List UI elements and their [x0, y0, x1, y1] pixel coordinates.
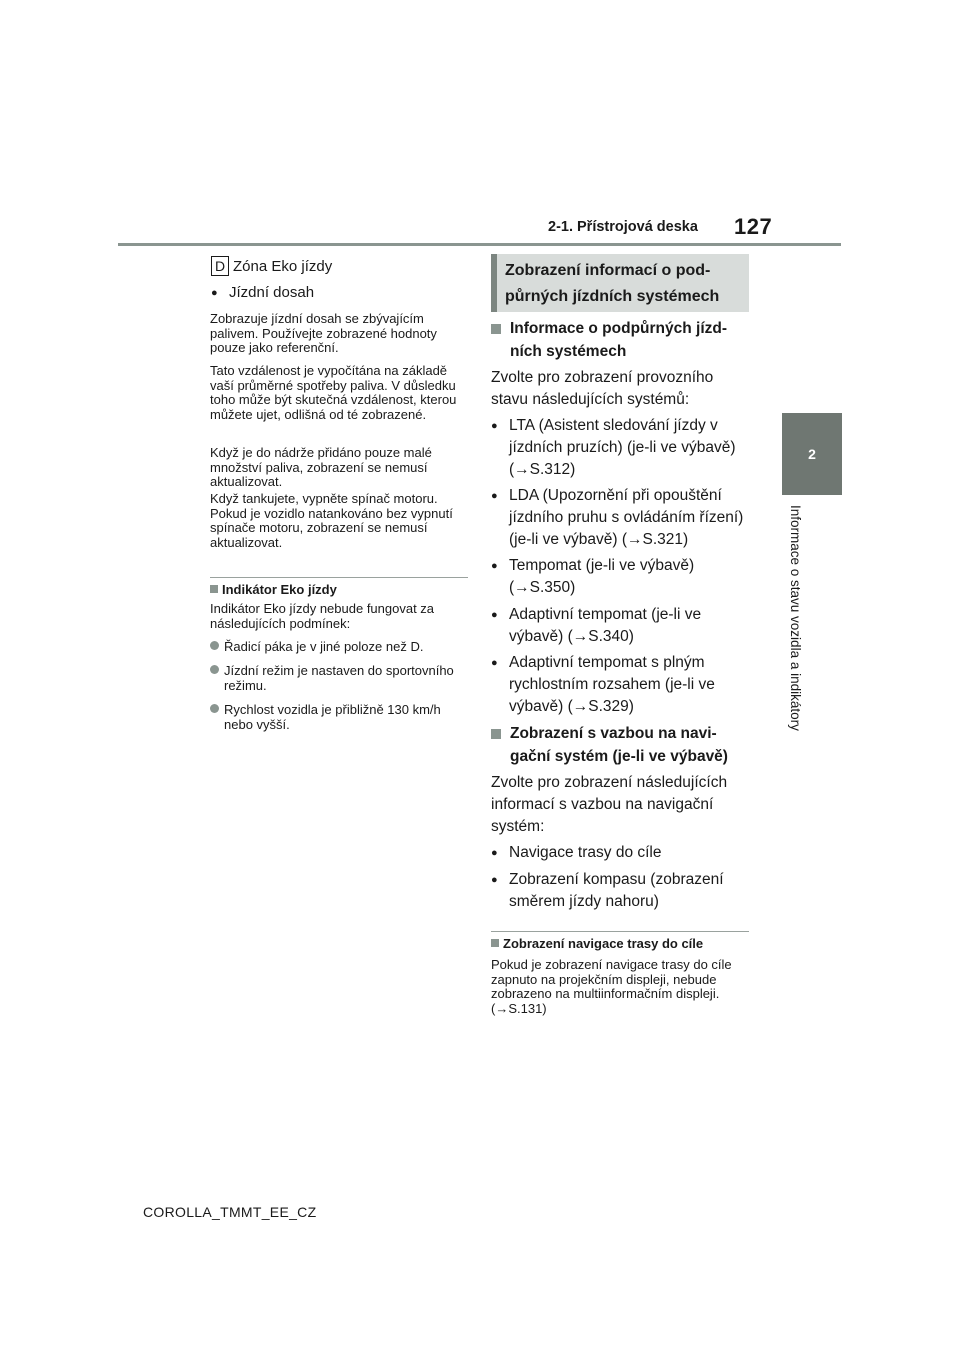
bullet-icon	[210, 704, 219, 713]
sec1-heading: Informace o podpůrných jízd- ních systémech	[491, 318, 756, 363]
bullet-icon	[210, 665, 219, 674]
list-item: ● Adaptivní tempomat s plným rychlostním rozsahem (je-li ve výbavě) (→S.329)	[491, 654, 715, 715]
list-item: ● LTA (Asistent sledování jízdy v jízdních pruzích) (je-li ve výbavě) (→S.312)	[491, 417, 736, 478]
zone-title: Zóna Eko jízdy	[233, 258, 333, 275]
list-item: ● Zobrazení kompasu (zobrazení směrem jízdy nahoru)	[491, 871, 724, 910]
sec1-intro: Zvolte pro zobrazení provozního stavu následujících systémů:	[491, 369, 714, 408]
eco-intro: Indikátor Eko jízdy nebude fungovat za následujících podmínek:	[210, 601, 435, 631]
square-bullet-icon	[491, 729, 501, 739]
chapter-number: 2	[808, 446, 816, 462]
range-p3: Když je do nádrže přidáno pouze malé množství paliva, zobrazení se nemusí aktualizovat.	[210, 445, 432, 489]
range-p2: Tato vzdálenost je vypočítána na základě vaší průměrné spotřeby paliva. V důsledku toho může být skutečná vzdálenost, kterou můžete ujet, odlišná od té zobrazené.	[210, 363, 457, 422]
note-heading: Zobrazení navigace trasy do cíle	[491, 937, 749, 952]
range-heading: ● Jízdní dosah	[211, 284, 315, 301]
list-item: Rychlost vozidla je přibližně 130 km/h nebo vyšší.	[224, 703, 469, 732]
range-title: Jízdní dosah	[229, 284, 315, 301]
list-item: Řadicí páka je v jiné poloze než D.	[224, 640, 469, 655]
note-text: Pokud je zobrazení navigace trasy do cíle zapnuto na projekčním displeji, nebude zobrazeno na multiinformačním displeji. (→S.131)	[491, 957, 732, 1016]
list-item: ● Navigace trasy do cíle	[491, 844, 662, 861]
item-letter-box: D	[211, 256, 229, 276]
doc-code: COROLLA_TMMT_EE_CZ	[143, 1204, 317, 1220]
list-item: ● Adaptivní tempomat (je-li ve výbavě) (→S.340)	[491, 606, 702, 645]
square-bullet-icon	[210, 585, 218, 593]
divider	[491, 931, 749, 932]
list-item: ● Tempomat (je-li ve výbavě) (→S.350)	[491, 557, 695, 596]
section-heading: Zobrazení informací o pod- půrných jízdních systémech	[505, 262, 720, 305]
list-item: ● LDA (Upozornění při opouštění jízdního pruhu s ovládáním řízení) (je-li ve výbavě) (→S.321)	[491, 487, 744, 548]
sec2-heading: Zobrazení s vazbou na navi- gační systém (je-li ve výbavě)	[491, 723, 756, 768]
square-bullet-icon	[491, 324, 501, 334]
chapter-title: Informace o stavu vozidla a indikátory	[788, 505, 803, 731]
range-p1: Zobrazuje jízdní dosah se zbývajícím palivem. Používejte zobrazené hodnoty pouze jako referenční.	[210, 311, 437, 355]
bullet-icon	[210, 641, 219, 650]
header-rule	[118, 243, 841, 246]
range-p4: Když tankujete, vypněte spínač motoru. Pokud je vozidlo natankováno bez vypnutí spínače motoru, zobrazení se nemusí aktualizovat.	[210, 491, 453, 550]
page-number: 127	[734, 214, 773, 239]
eco-heading	[210, 583, 468, 598]
sec2-intro: Zvolte pro zobrazení následujících informací s vazbou na navigační systém:	[491, 774, 728, 835]
divider	[210, 577, 468, 578]
eco-title: Indikátor Eko jízdy	[222, 582, 337, 597]
square-bullet-icon	[491, 939, 499, 947]
section-title: 2-1. Přístrojová deska	[548, 219, 698, 235]
section-heading-bar	[491, 254, 497, 312]
list-item: Jízdní režim je nastaven do sportovního režimu.	[224, 664, 469, 693]
